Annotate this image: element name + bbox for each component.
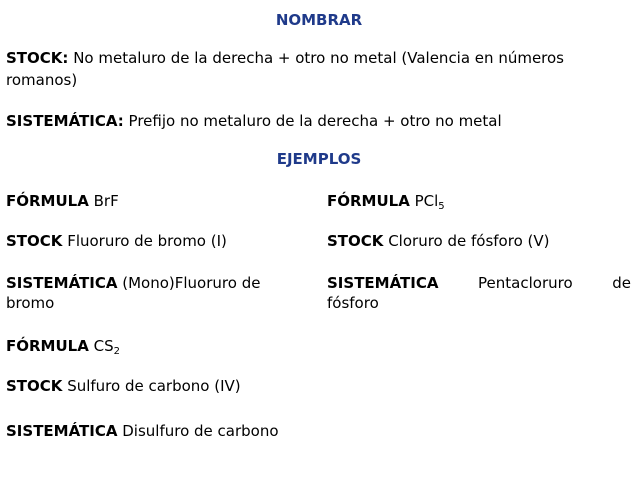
example-2-sistematica	[327, 272, 631, 294]
sistematica-definition-label: SISTEMÁTICA:	[6, 112, 124, 130]
example-1-sistematica-line2: bromo	[6, 294, 55, 312]
sistematica-definition-text: Prefijo no metaluro de la derecha + otro no metal	[128, 112, 502, 130]
example-3-sistematica	[6, 420, 279, 442]
example-1-stock	[6, 230, 227, 252]
formula-label: FÓRMULA	[6, 192, 89, 210]
example-1-sistematica	[6, 272, 260, 294]
sistematica-value-word2: de	[612, 274, 631, 292]
sistematica-value: (Mono)Fluoruro de	[122, 274, 261, 292]
stock-label: STOCK	[6, 377, 63, 395]
sistematica-value: Disulfuro de carbono	[122, 422, 279, 440]
stock-value: Sulfuro de carbono (IV)	[67, 377, 241, 395]
formula-value: PCl	[414, 192, 439, 210]
formula-value: CS	[93, 337, 114, 355]
formula-subscript: 5	[438, 201, 445, 212]
example-3-stock	[6, 375, 241, 397]
formula-label: FÓRMULA	[6, 337, 89, 355]
example-1-formula	[6, 190, 119, 212]
sistematica-label: SISTEMÁTICA	[327, 274, 439, 292]
example-2-formula	[327, 190, 445, 212]
formula-value: BrF	[93, 192, 119, 210]
stock-value: Fluoruro de bromo (I)	[67, 232, 227, 250]
sistematica-label: SISTEMÁTICA	[6, 274, 118, 292]
example-2-stock	[327, 230, 549, 252]
stock-label: STOCK	[6, 232, 63, 250]
formula-label: FÓRMULA	[327, 192, 410, 210]
stock-value: Cloruro de fósforo (V)	[388, 232, 550, 250]
stock-definition-line2: romanos)	[6, 71, 78, 89]
stock-definition-label: STOCK:	[6, 49, 69, 67]
sistematica-value-word1: Pentacloruro	[478, 274, 573, 292]
sistematica-definition	[6, 110, 502, 132]
stock-definition-line1	[6, 47, 564, 69]
page-title: NOMBRAR	[275, 11, 363, 29]
example-2-sistematica-line2: fósforo	[327, 294, 379, 312]
example-3-formula	[6, 335, 120, 357]
stock-label: STOCK	[327, 232, 384, 250]
sistematica-label: SISTEMÁTICA	[6, 422, 118, 440]
formula-subscript: 2	[113, 346, 120, 357]
examples-title: EJEMPLOS	[276, 150, 362, 168]
stock-definition-text: No metaluro de la derecha + otro no metal (Valencia en números	[73, 49, 564, 67]
